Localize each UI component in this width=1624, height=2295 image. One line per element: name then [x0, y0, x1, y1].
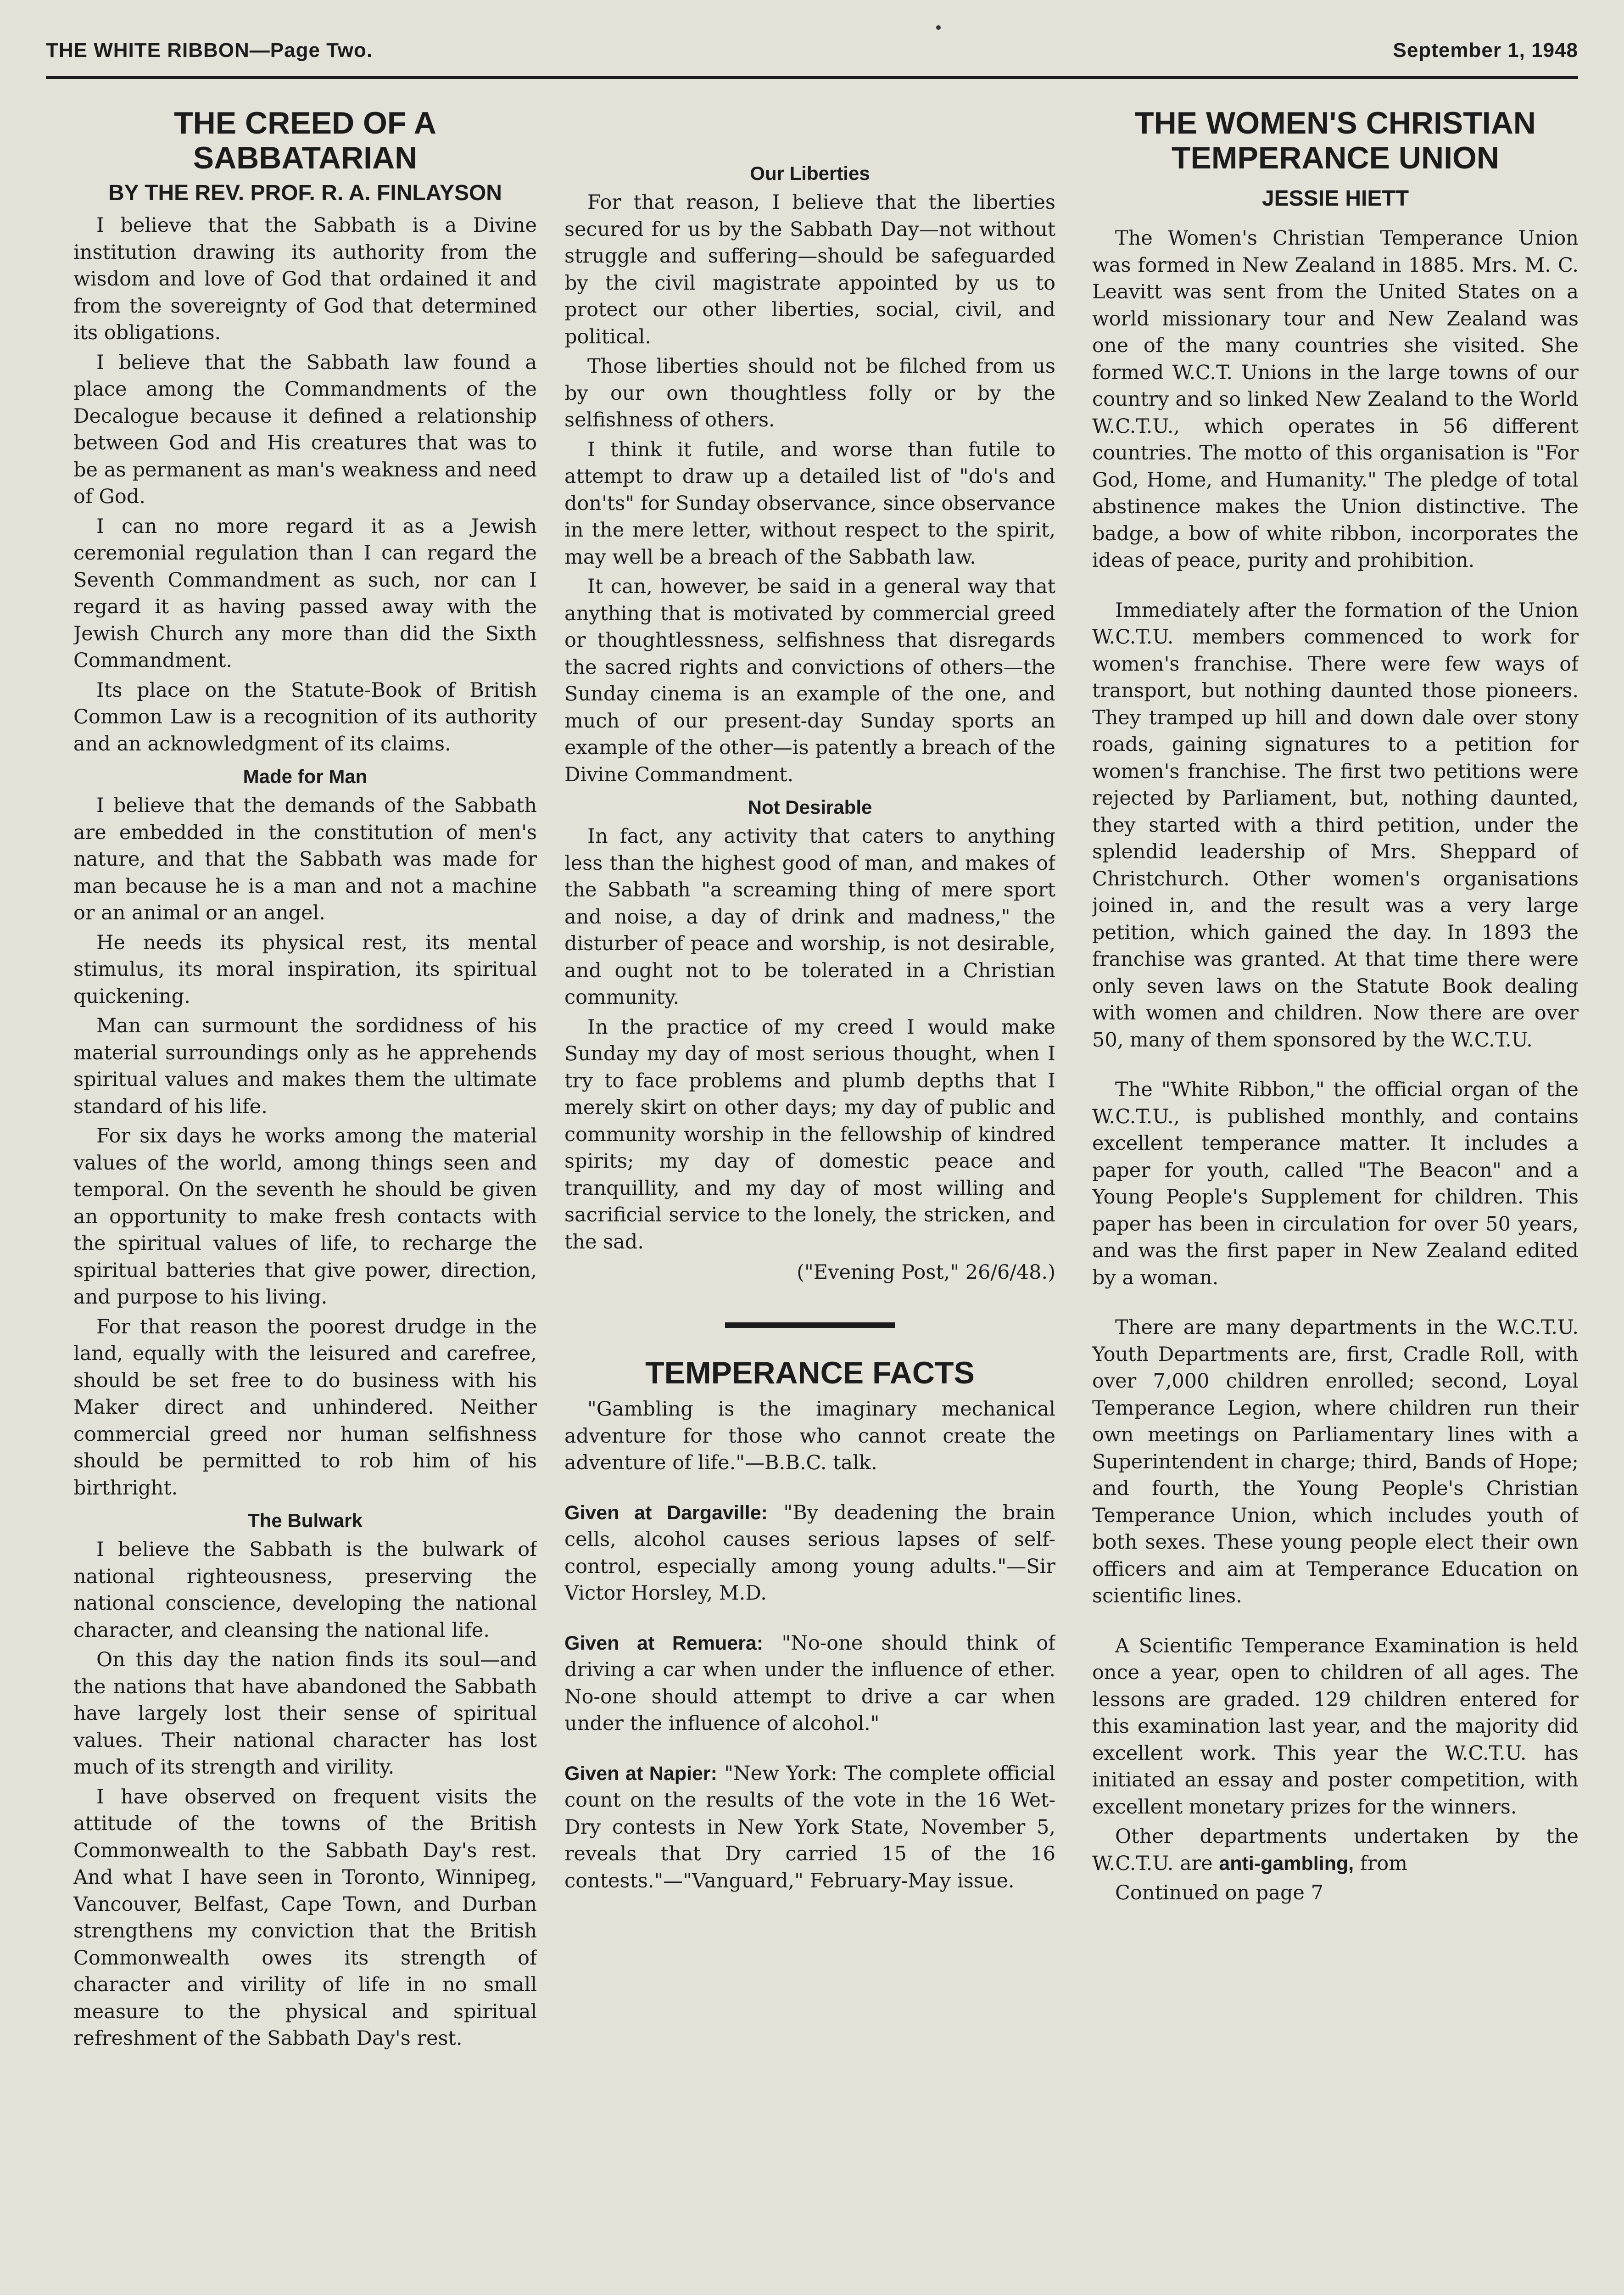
- creed-paragraph: I can no more regard it as a Jewish ceremonial regulation than I can regard the Seventh Commandment as such, nor can I regard it as having passed away with the Jewish Church any more than did the Sixth Commandment.: [73, 515, 537, 672]
- fact-label: Given at Dargaville:: [564, 1501, 768, 1524]
- header-date: September 1, 1948: [1393, 39, 1578, 62]
- creed-paragraph: I believe that the demands of the Sabbath are embedded in the constitution of men's nature, and that the Sabbath was made for man because he is a man and not a machine or an animal or an angel.: [73, 794, 537, 924]
- subheading-liberties: Our Liberties: [750, 162, 870, 184]
- facts-title: TEMPERANCE FACTS: [645, 1355, 975, 1390]
- subheading-made-for-man: Made for Man: [243, 766, 368, 787]
- wctu-paragraph: Immediately after the formation of the Union W.C.T.U. members commenced to work for women's franchise. There were few ways of transport, but nothing daunted those pioneers. They tramped up hill and down dale over stony roads, gaining signatures to a petition for women's franchise. The first two petitions were rejected by Parliament, but, nothing daunted, they started with a third petition, under the splendid leadership of Mrs. Sheppard of Christchurch. Other women's organisations joined in, and the result was a very large petition, which gained the day. In 1893 the franchise was granted. At that time there were only seven laws on the Statute Book dealing with women and children. Now there are over 50, many of them sponsored by the W.C.T.U.: [1092, 599, 1579, 1052]
- continued-link: Continued on page 7: [1115, 1881, 1323, 1904]
- column-2: [564, 106, 1055, 2295]
- fact-text: "No-one should think of driving a car when under the influence of ether. No-one should attempt to drive a car when under the influence of alcohol.": [564, 1631, 1055, 1735]
- facts-intro: "Gambling is the imaginary mechanical adventure for those who cannot create the adventure of life."—B.B.C. talk.: [564, 1398, 1055, 1474]
- wctu-last-suffix: from: [1354, 1852, 1407, 1875]
- wctu-paragraph: A Scientific Temperance Examination is held once a year, open to children of all ages. The lessons are graded. 129 children entered for this examination last year, and the majority did excellent work. This year the W.C.T.U. has initiated an essay and poster competition, with excellent monetary prizes for the winners.: [1092, 1634, 1579, 1819]
- column-3: [1092, 106, 1579, 2295]
- creed-paragraph: Those liberties should not be filched from us by our own thoughtless folly or by the selfishness of others.: [564, 355, 1055, 431]
- print-speck: [936, 25, 941, 30]
- creed-paragraph: On this day the nation finds its soul—and the nations that have abandoned the Sabbath have largely lost their sense of spiritual values. Their national character has lost much of its strength and virility.: [73, 1648, 537, 1779]
- creed-paragraph: For that reason, I believe that the liberties secured for us by the Sabbath Day—not without struggle and suffering—should be safeguarded by the civil magistrate appointed by us to protect our other liberties, social, civil, and political.: [564, 191, 1055, 348]
- creed-paragraph: For that reason the poorest drudge in the land, equally with the leisured and carefree, should be set free to do business with his Maker direct and unhindered. Neither commercial greed nor human selfishness should be permitted to rob him of his birthright.: [73, 1315, 537, 1500]
- creed-citation: ("Evening Post," 26/6/48.): [797, 1261, 1055, 1284]
- subheading-bulwark: The Bulwark: [248, 1510, 363, 1531]
- wctu-byline: JESSIE HIETT: [1261, 186, 1409, 211]
- creed-paragraph: In the practice of my creed I would make Sunday my day of most serious thought, when I try to face problems and plumb depths that I merely skirt on other days; my day of public and community worship in the fellowship of kindred spirits; my day of domestic peace and tranquillity, and my day of most willing and sacrificial service to the lonely, the stricken, and the sad.: [564, 1015, 1055, 1254]
- creed-paragraph: It can, however, be said in a general way that anything that is motivated by commercial greed or thoughtlessness, selfishness that disregards the sacred rights and convictions of others—the Sunday cinema is an example of the one, and much of our present-day Sunday sports an example of the other—is patently a breach of the Divine Commandment.: [564, 575, 1055, 786]
- wctu-last-prefix: Other departments undertaken by the W.C.T.U. are: [1092, 1825, 1579, 1875]
- wctu-title: THE WOMEN'S CHRISTIAN TEMPERANCE UNION: [1135, 106, 1536, 175]
- creed-paragraph: I believe the Sabbath is the bulwark of national righteousness, preserving the national conscience, developing the national character, and cleansing the national life.: [73, 1538, 537, 1642]
- fact-item: [564, 1500, 1055, 1607]
- wctu-paragraph: There are many departments in the W.C.T.U. Youth Departments are, first, Cradle Roll, with over 7,000 children enrolled; second, Loyal Temperance Legion, where children run their own meetings on Parliamentary lines with a Superintendent in charge; third, Bands of Hope; and fourth, the Young People's Christian Temperance Union, which includes youth of both sexes. These young people elect their own officers and aim at Temperance Education on scientific lines.: [1092, 1316, 1579, 1607]
- wctu-last-bold: anti-gambling,: [1219, 1852, 1354, 1875]
- fact-text: "New York: The complete official count on the results of the vote in the 16 Wet-Dry contests in New York State, November 5, reveals that Dry carried 15 of the 16 contests."—"Vanguard," February-May issue.: [564, 1762, 1055, 1892]
- creed-paragraph: I believe that the Sabbath is a Divine institution drawing its authority from the wisdom and love of God that ordained it and from the sovereignty of God that determined its obligations.: [73, 214, 537, 344]
- header-publication: THE WHITE RIBBON—Page Two.: [46, 39, 373, 62]
- creed-paragraph: For six days he works among the material values of the world, among things seen and temporal. On the seventh he should be given an opportunity to make fresh contacts with the spiritual values of life, to recharge the spiritual batteries that give power, direction, and purpose to his living.: [73, 1125, 537, 1309]
- header-rule: [46, 76, 1578, 79]
- column-1: [73, 106, 537, 2295]
- fact-text: "By deadening the brain cells, alcohol causes serious lapses of self-control, especially among young adults."—Sir Victor Horsley, M.D.: [564, 1501, 1055, 1605]
- creed-paragraph: I think it futile, and worse than futile to attempt to draw up a detailed list of "do's and don'ts" for Sunday observance, since observance in the mere letter, without respect to the spirit, may well be a breach of the Sabbath law.: [564, 438, 1055, 569]
- creed-title: THE CREED OF A SABBATARIAN: [174, 106, 436, 175]
- wctu-paragraph: The "White Ribbon," the official organ of the W.C.T.U., is published monthly, and contains excellent temperance matter. It includes a paper for youth, called "The Beacon" and a Young People's Supplement for children. This paper has been in circulation for over 50 years, and was the first paper in New Zealand edited by a woman.: [1092, 1078, 1579, 1289]
- fact-item: [564, 1630, 1055, 1737]
- fact-label: Given at Napier:: [564, 1762, 717, 1785]
- section-divider: [725, 1322, 895, 1328]
- creed-byline: BY THE REV. PROF. R. A. FINLAYSON: [108, 181, 502, 205]
- wctu-last-paragraph: [1092, 1823, 1579, 1877]
- creed-paragraph: He needs its physical rest, its mental stimulus, its moral inspiration, its spiritual quickening.: [73, 931, 537, 1008]
- page-header: [46, 28, 1578, 73]
- creed-paragraph: I believe that the Sabbath law found a place among the Commandments of the Decalogue because it defined a relationship between God and His creatures that was to be as permanent as man's weakness and need of God.: [73, 351, 537, 508]
- creed-paragraph: Its place on the Statute-Book of British Common Law is a recognition of its authority and an acknowledgment of its claims.: [73, 678, 537, 756]
- fact-label: Given at Remuera:: [564, 1632, 764, 1654]
- creed-paragraph: I have observed on frequent visits the attitude of the towns of the British Commonwealth to the Sabbath Day's rest. And what I have seen in Toronto, Winnipeg, Vancouver, Belfast, Cape Town, and Durban strengthens my conviction that the British Commonwealth owes its strength of character and virility of life in no small measure to the physical and spiritual refreshment of the Sabbath Day's rest.: [73, 1785, 537, 2050]
- creed-paragraph: In fact, any activity that caters to anything less than the highest good of man, and makes of the Sabbath "a screaming thing of mere sport and noise, a day of drink and madness," the disturber of peace and worship, is not desirable, and ought not to be tolerated in a Christian community.: [564, 825, 1055, 1009]
- fact-item: [564, 1760, 1055, 1895]
- subheading-not-desirable: Not Desirable: [748, 796, 872, 818]
- creed-paragraph: Man can surmount the sordidness of his material surroundings only as he apprehends spiritual values and makes them the ultimate standard of his life.: [73, 1014, 537, 1118]
- wctu-paragraph: The Women's Christian Temperance Union was formed in New Zealand in 1885. Mrs. M. C. Leavitt was sent from the United States on a world missionary tour and New Zealand was one of the many countries she visited. She formed W.C.T. Unions in the large towns of our country and so linked New Zealand to the World W.C.T.U., which operates in 56 different countries. The motto of this organisation is "For God, Home, and Humanity." The pledge of total abstinence makes the Union distinctive. The badge, a bow of white ribbon, incorporates the ideas of peace, purity and prohibition.: [1092, 227, 1579, 572]
